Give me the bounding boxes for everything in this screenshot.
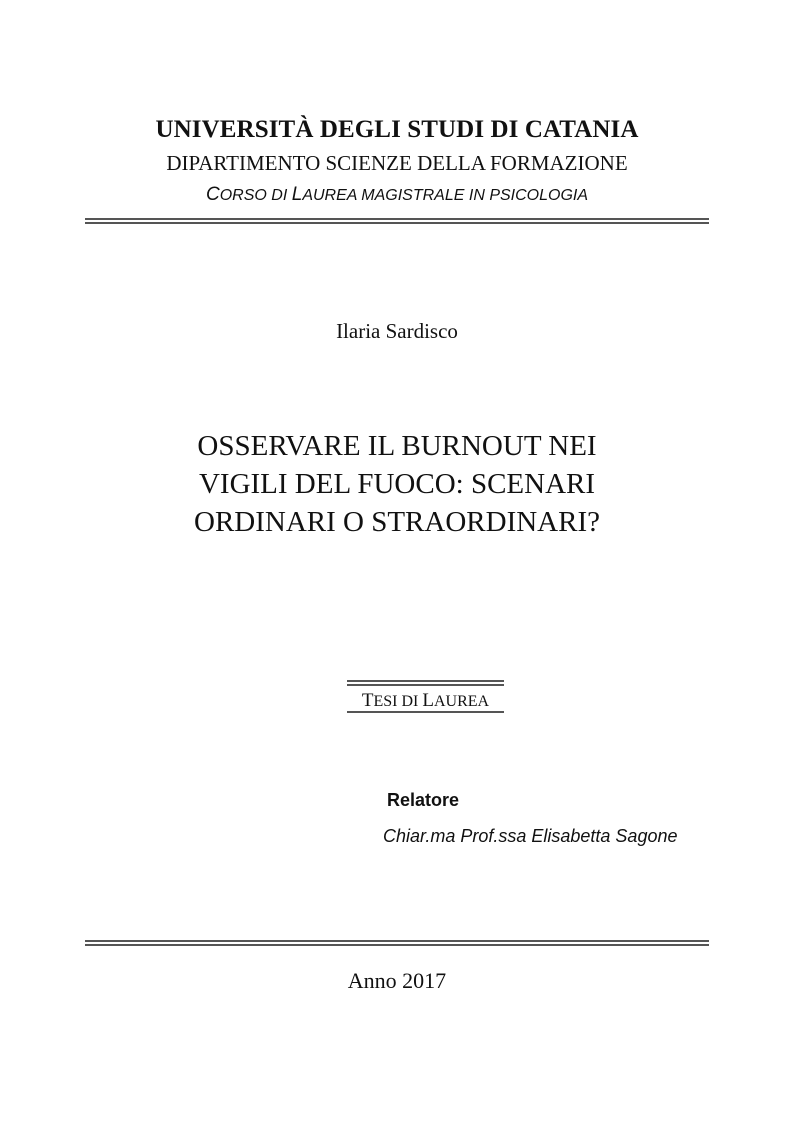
course-name bbox=[0, 184, 794, 206]
thesis-type-rule-top-2 bbox=[347, 684, 504, 686]
department-name: DIPARTIMENTO SCIENZE DELLA FORMAZIONE bbox=[166, 151, 628, 175]
course-word-rest-3: AUREA MAGISTRALE IN PSICOLOGIA bbox=[302, 187, 589, 204]
author-name: Ilaria Sardisco bbox=[336, 319, 458, 343]
thesis-title bbox=[0, 427, 794, 541]
course-word-rest-1: ORSO bbox=[219, 187, 267, 204]
course-initial-l: L bbox=[291, 184, 303, 205]
footer-rule-top bbox=[85, 940, 709, 942]
footer-rule-bottom bbox=[85, 944, 709, 946]
course-initial-c: C bbox=[205, 184, 220, 205]
thesis-word-2: DI bbox=[401, 693, 419, 710]
header-rule-top bbox=[85, 218, 709, 220]
thesis-type-label bbox=[347, 690, 504, 712]
title-line: VIGILI DEL FUOCO: SCENARI bbox=[198, 468, 596, 500]
header-rule-bottom bbox=[85, 222, 709, 224]
title-line: OSSERVARE IL BURNOUT NEI bbox=[197, 430, 597, 462]
thesis-type-rule-top bbox=[347, 680, 504, 682]
course-word-2: DI bbox=[271, 187, 288, 204]
academic-year: Anno 2017 bbox=[347, 968, 447, 993]
supervisor-label: Relatore bbox=[387, 790, 460, 810]
thesis-initial-l: L bbox=[422, 690, 434, 711]
title-line: ORDINARI O STRAORDINARI? bbox=[194, 506, 600, 538]
thesis-word-rest-1: ESI bbox=[373, 693, 398, 710]
university-name: UNIVERSITÀ DEGLI STUDI DI CATANIA bbox=[155, 116, 639, 143]
thesis-type-rule-bottom bbox=[347, 711, 504, 713]
thesis-word-rest-3: AUREA bbox=[434, 693, 490, 710]
supervisor-name: Chiar.ma Prof.ssa Elisabetta Sagone bbox=[383, 826, 678, 846]
thesis-initial-t: T bbox=[361, 690, 374, 711]
